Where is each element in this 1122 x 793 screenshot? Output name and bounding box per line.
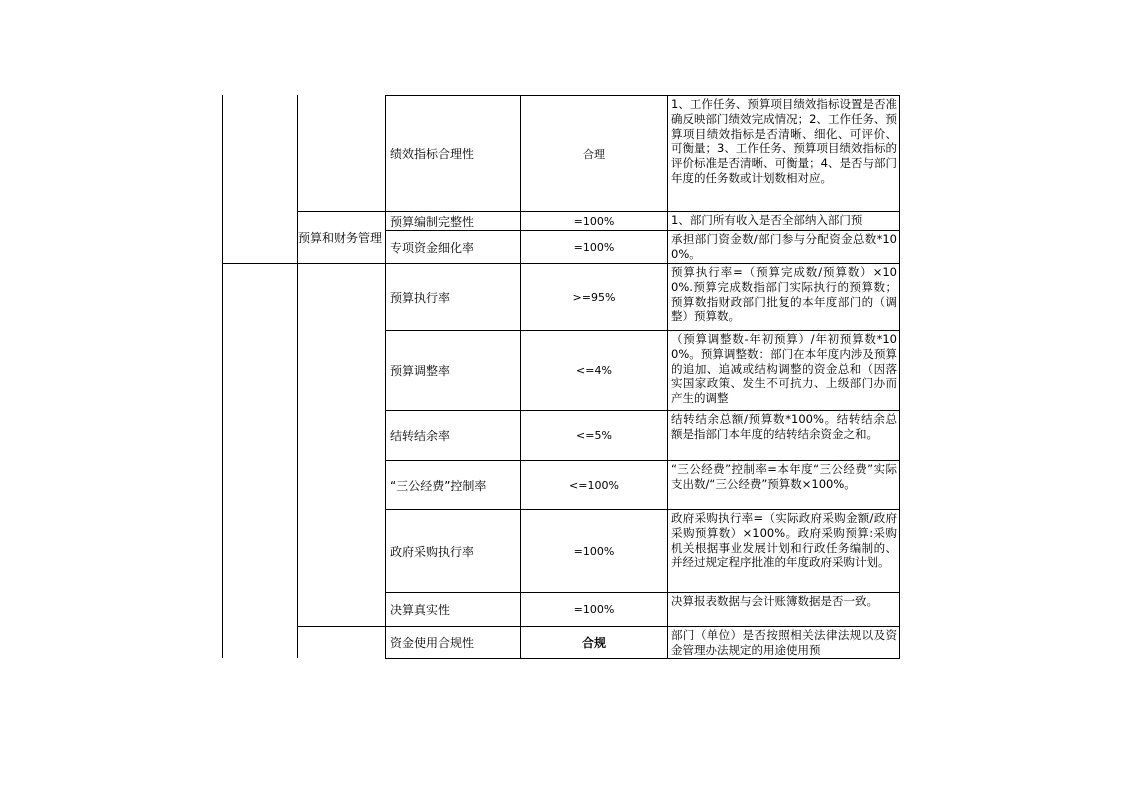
indicator-description: 决算报表数据与会计账簿数据是否一致。: [671, 594, 878, 608]
indicator-value: <=100%: [569, 478, 619, 492]
indicator-value: =100%: [573, 603, 615, 616]
indicator-value: <=5%: [576, 429, 612, 442]
grid-line: [385, 658, 900, 659]
category-label-text: 预算和财务管理: [298, 231, 383, 245]
indicator-name: 预算执行率: [390, 290, 451, 305]
indicator-description: 1、工作任务、预算项目绩效指标设置是否准确反映部门绩效完成情况；2、工作任务、预算项目绩效指标是否清晰、细化、可评价、可衡量；3、工作任务、预算项目绩效指标的评价标准是否清晰、可衡量；4、是否与部门年度的任务数或计划数相对应。: [671, 97, 897, 185]
indicator-name: 决算真实性: [390, 603, 451, 617]
indicator-description: 政府采购执行率=（实际政府采购金额/政府采购预算数）×100%。政府采购预算:采购机关根据事业发展计划和行政任务编制的、并经过规定程序批准的年度政府采购计划。: [671, 511, 897, 570]
indicator-value: =100%: [573, 544, 615, 558]
indicator-description: 部门（单位）是否按照相关法律法规以及资金管理办法规定的用途使用预: [671, 628, 897, 657]
indicator-name: 绩效指标合理性: [390, 147, 475, 161]
indicator-description: 承担部门资金数/部门参与分配资金总数*100%。: [671, 232, 897, 261]
indicator-name: 结转结余率: [390, 429, 451, 443]
indicator-description: （预算调整数-年初预算）/年初预算数*100%。预算调整数：部门在本年度内涉及预算的追加、追减或结构调整的资金总和（因落实国家政策、发生不可抗力、上级部门办而产生的调整: [671, 332, 897, 406]
category-label: [298, 212, 385, 263]
grid-line: [899, 95, 900, 658]
indicator-value: 合规: [581, 636, 606, 650]
indicator-value: =100%: [573, 240, 615, 254]
grid-line: [222, 95, 223, 658]
indicator-name: 政府采购执行率: [390, 544, 475, 559]
indicator-name: 专项资金细化率: [390, 240, 475, 255]
indicator-name: “三公经费”控制率: [390, 478, 487, 493]
indicator-description: 结转结余总额/预算数*100%。结转结余总额是指部门本年度的结转结余资金之和。: [671, 412, 897, 441]
indicator-name: 预算调整率: [390, 364, 451, 378]
indicator-description: 1、部门所有收入是否全部纳入部门预: [671, 213, 863, 227]
indicator-description: “三公经费”控制率=本年度“三公经费”实际支出数/“三公经费”预算数×100%。: [671, 462, 897, 491]
indicator-name: 资金使用合规性: [390, 636, 475, 650]
indicator-description: 预算执行率=（预算完成数/预算数）×100%.预算完成数指部门实际执行的预算数；预算数指财政部门批复的本年度部门的（调整）预算数。: [671, 265, 897, 324]
indicator-value: <=4%: [576, 364, 612, 377]
indicator-value: =100%: [573, 214, 615, 228]
indicator-value: >=95%: [572, 290, 616, 304]
indicator-value: 合理: [583, 147, 605, 161]
grid-line: [297, 95, 298, 658]
indicator-name: 预算编制完整性: [390, 214, 475, 229]
